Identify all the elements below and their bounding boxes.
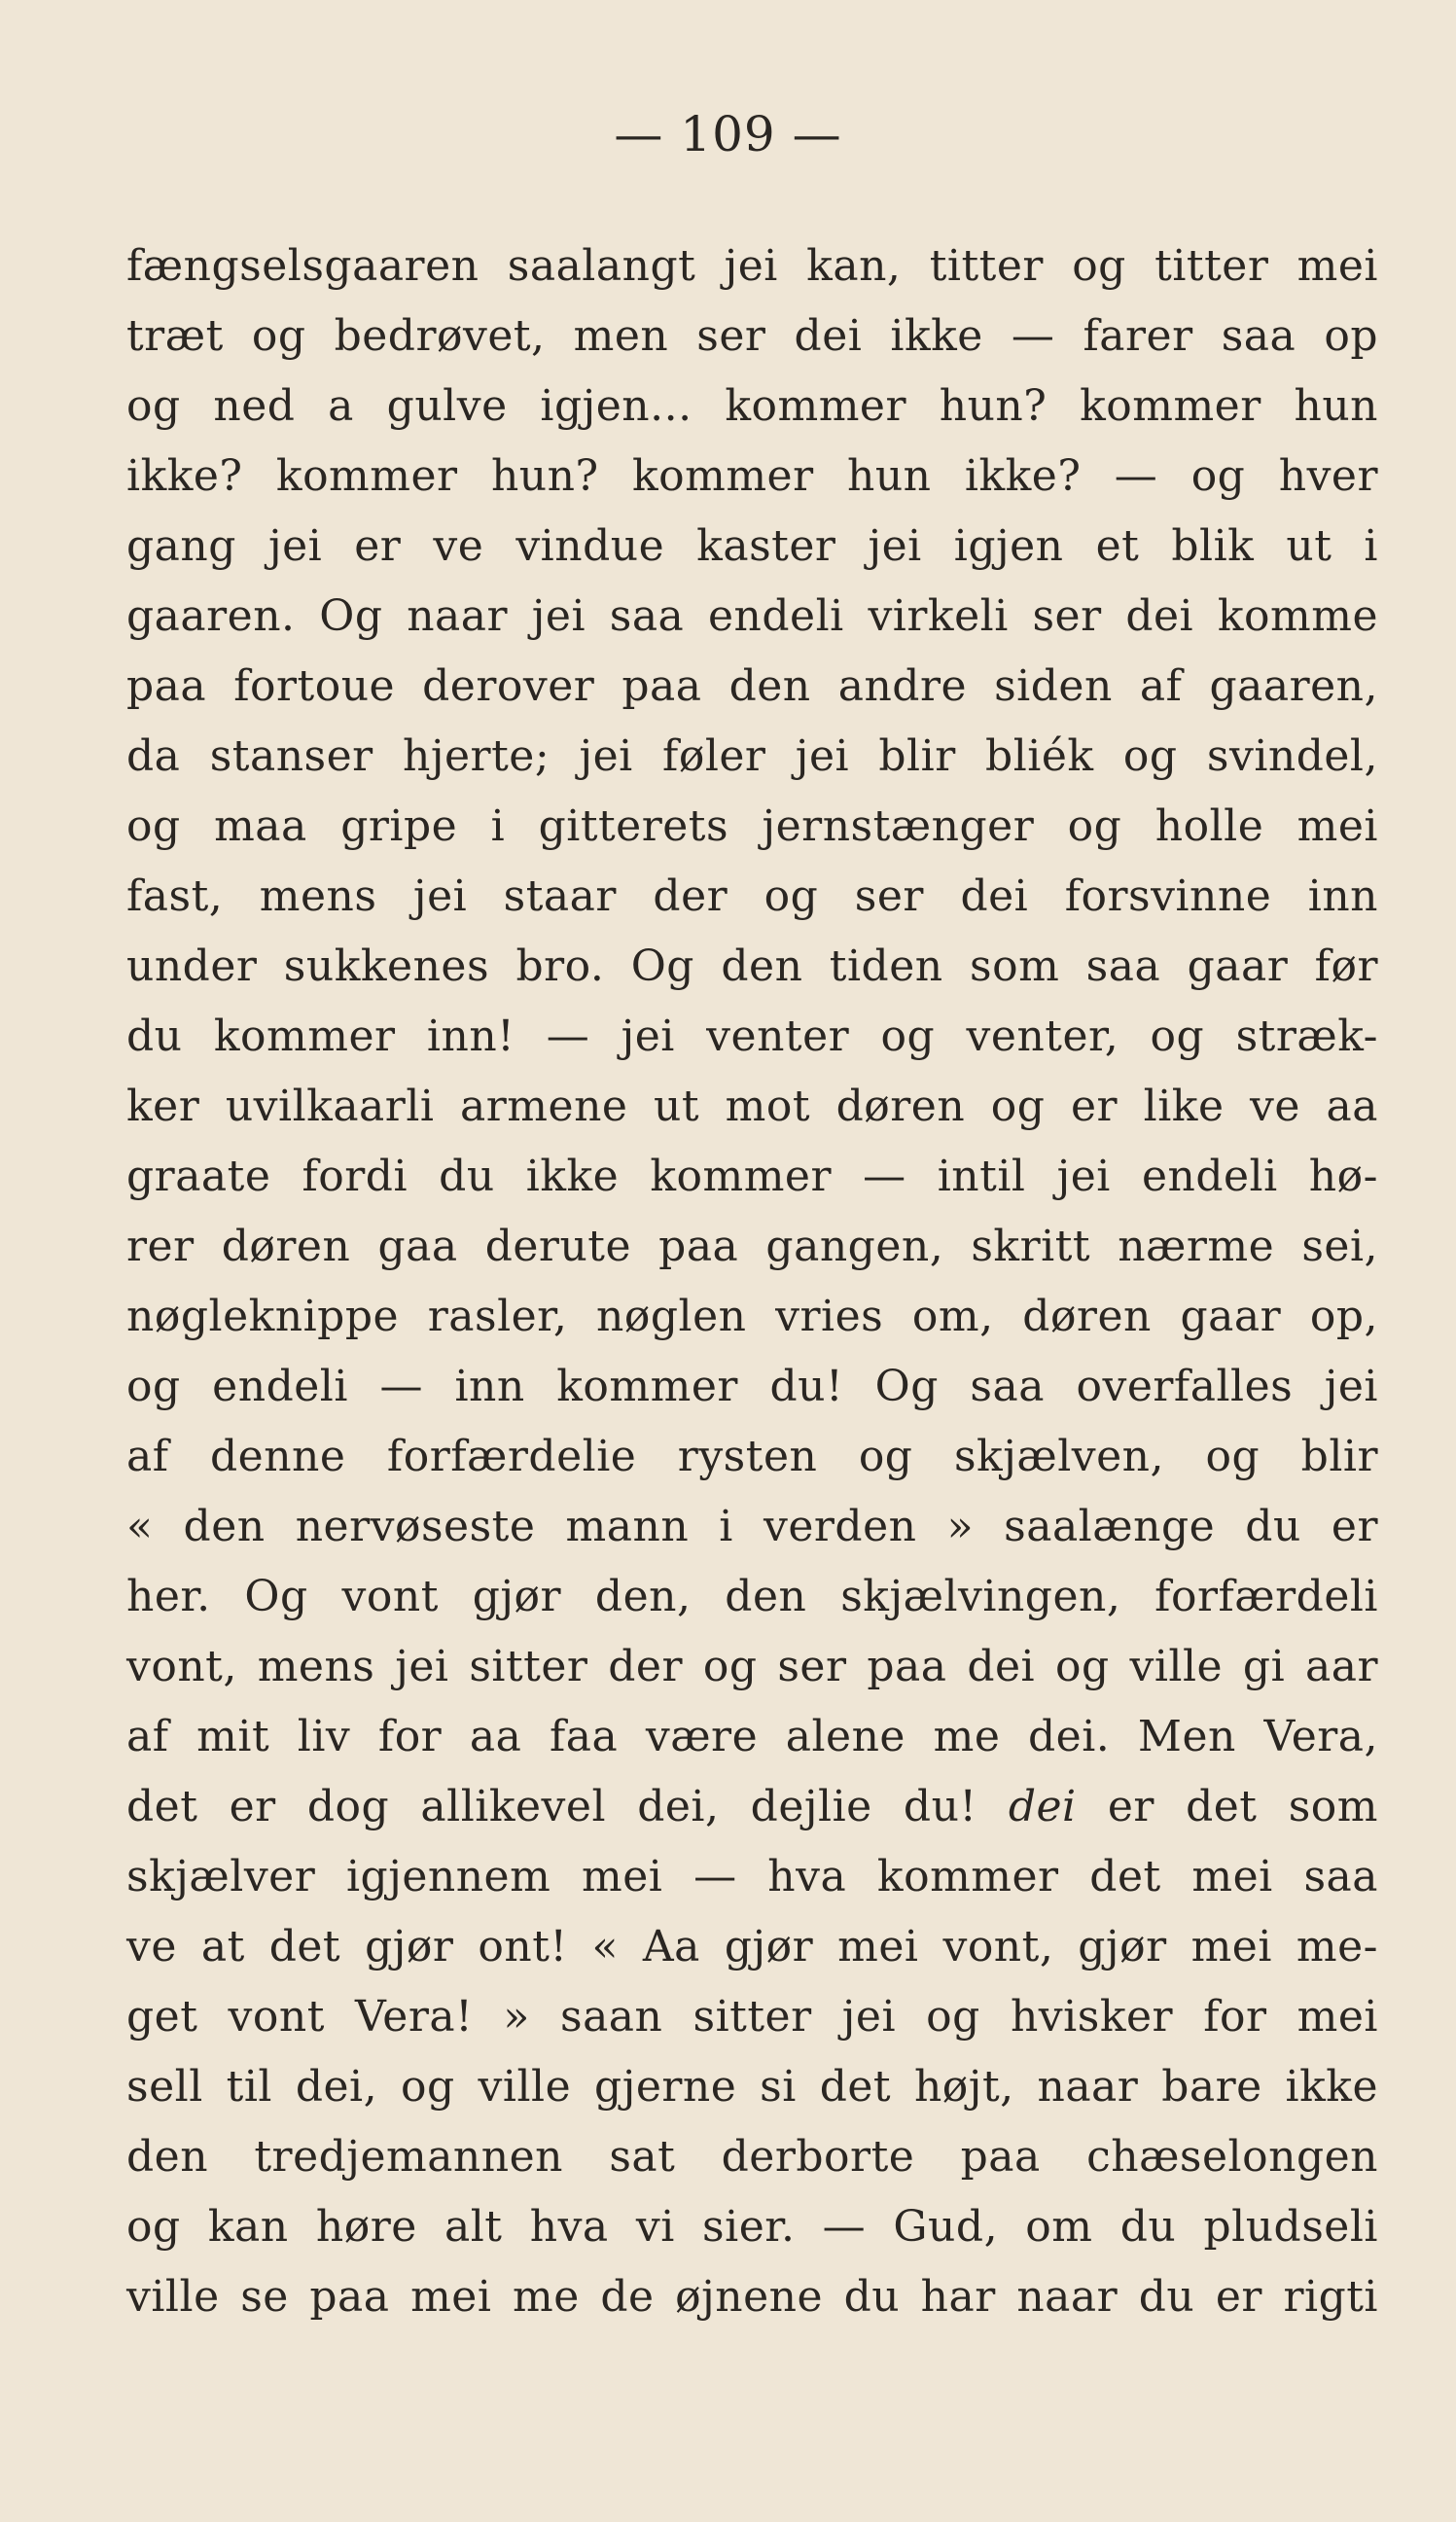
text-line: af denne forfærdelie rysten og skjælven, og blir bbox=[126, 1432, 1378, 1481]
text-line: og maa gripe i gitterets jernstænger og holle mei bbox=[126, 801, 1378, 851]
text-line: fængselsgaaren saalangt jei kan, titter og titter mei bbox=[126, 241, 1378, 291]
text-line: gaaren. Og naar jei saa endeli virkeli ser dei komme bbox=[126, 591, 1378, 641]
text-line: her. Og vont gjør den, den skjælvingen, forfærdeli bbox=[126, 1572, 1378, 1621]
page-number: — 109 — bbox=[614, 106, 842, 162]
text-line: nøgleknippe rasler, nøglen vries om, døren gaar op, bbox=[126, 1292, 1378, 1341]
text-line: sell til dei, og ville gjerne si det højt, naar bare ikke bbox=[126, 2062, 1378, 2112]
text-line: graate fordi du ikke kommer — intil jei endeli hø- bbox=[126, 1152, 1378, 1201]
text-line: ikke? kommer hun? kommer hun ikke? — og hver bbox=[126, 451, 1378, 501]
text-line: paa fortoue derover paa den andre siden af gaaren, bbox=[126, 661, 1378, 711]
text-segment: det er dog allikevel dei, dejlie du! bbox=[126, 1782, 977, 1831]
text-line: den tredjemannen sat derborte paa chæselongen bbox=[126, 2132, 1378, 2182]
text-line: ville se paa mei me de øjnene du har naar du er rigti bbox=[126, 2272, 1378, 2322]
text-line: af mit liv for aa faa være alene me dei. Men Vera, bbox=[126, 1712, 1378, 1761]
text-line: skjælver igjennem mei — hva kommer det mei saa bbox=[126, 1852, 1378, 1901]
italic-word: dei bbox=[1008, 1782, 1077, 1831]
text-line: « den nervøseste mann i verden » saalænge du er bbox=[126, 1502, 1378, 1551]
text-line: og kan høre alt hva vi sier. — Gud, om du pludseli bbox=[126, 2202, 1378, 2252]
text-line: gang jei er ve vindue kaster jei igjen et blik ut i bbox=[126, 521, 1378, 571]
text-line: ve at det gjør ont! « Aa gjør mei vont, gjør mei me- bbox=[126, 1922, 1378, 1971]
text-line: træt og bedrøvet, men ser dei ikke — farer saa op bbox=[126, 311, 1378, 361]
text-line: og ned a gulve igjen... kommer hun? kommer hun bbox=[126, 381, 1378, 431]
text-line: ker uvilkaarli armene ut mot døren og er like ve aa bbox=[126, 1082, 1378, 1131]
body-text bbox=[126, 231, 1378, 2332]
text-line: under sukkenes bro. Og den tiden som saa gaar før bbox=[126, 941, 1378, 991]
text-line: fast, mens jei staar der og ser dei forsvinne inn bbox=[126, 871, 1378, 921]
text-line: du kommer inn! — jei venter og venter, og stræk- bbox=[126, 1012, 1378, 1061]
text-line: vont, mens jei sitter der og ser paa dei og ville gi aar bbox=[126, 1642, 1378, 1691]
text-line: rer døren gaa derute paa gangen, skritt nærme sei, bbox=[126, 1222, 1378, 1271]
text-segment: er det som bbox=[1107, 1782, 1378, 1831]
text-line: get vont Vera! » saan sitter jei og hvisker for mei bbox=[126, 1992, 1378, 2042]
text-line: da stanser hjerte; jei føler jei blir bliék og svindel, bbox=[126, 731, 1378, 781]
text-line: og endeli — inn kommer du! Og saa overfalles jei bbox=[126, 1362, 1378, 1411]
text-line-with-italic bbox=[126, 1772, 1378, 1842]
